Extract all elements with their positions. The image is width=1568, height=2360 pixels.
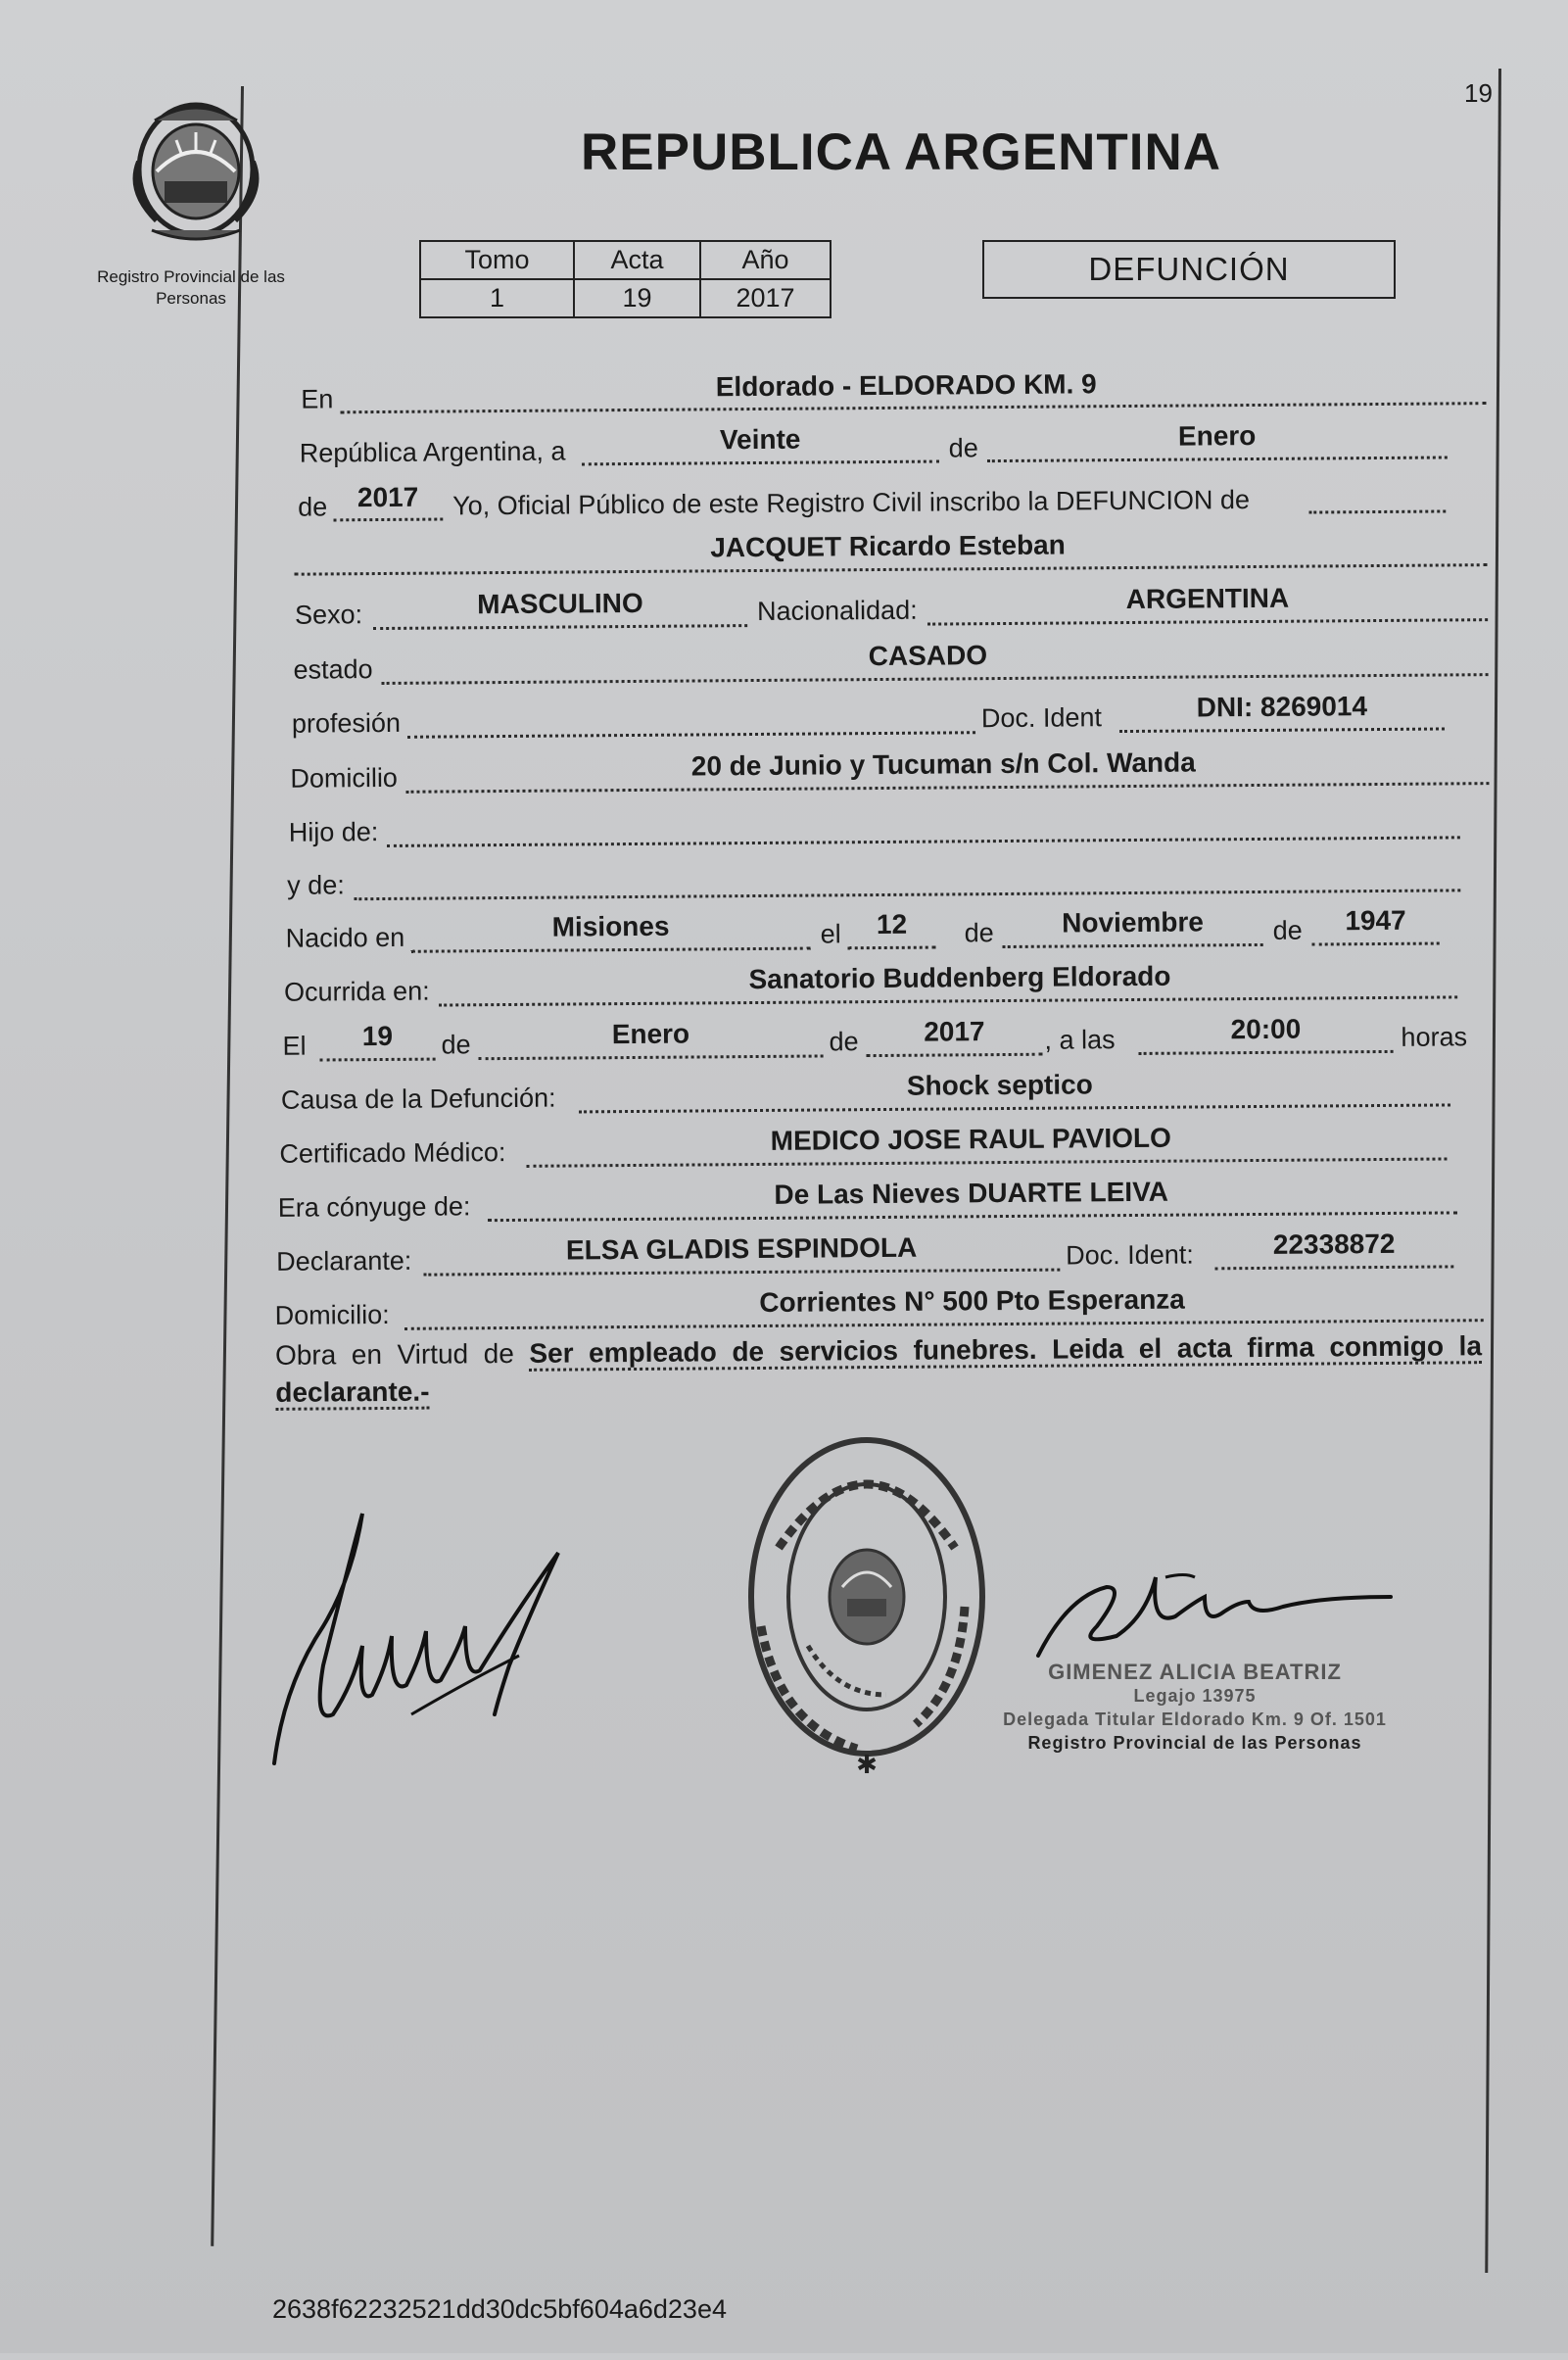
dotted-line xyxy=(479,1054,824,1060)
label-obra: Obra en Virtud de xyxy=(274,1337,514,1371)
value-domicilio: 20 de Junio y Tucuman s/n Col. Wanda xyxy=(690,747,1196,782)
value-sexo: MASCULINO xyxy=(477,587,643,620)
dotted-line xyxy=(867,1053,1043,1057)
official-title: Delegada Titular Eldorado Km. 9 Of. 1501 xyxy=(1003,1710,1387,1729)
value-fall-dia: 19 xyxy=(361,1020,394,1052)
value-dni: DNI: 8269014 xyxy=(1196,691,1368,723)
label-nacionalidad: Nacionalidad: xyxy=(756,595,918,626)
value-conyuge: De Las Nieves DUARTE LEIVA xyxy=(774,1176,1169,1210)
label-certificado: Certificado Médico: xyxy=(279,1137,506,1169)
dotted-line xyxy=(333,518,443,522)
dotted-line xyxy=(387,836,1460,847)
dotted-line xyxy=(1003,943,1263,948)
label-doc-ident: Doc. Ident xyxy=(980,702,1103,734)
value-causa: Shock septico xyxy=(906,1069,1093,1101)
value-nacido-en: Misiones xyxy=(551,910,670,942)
value-declarante: ELSA GLADIS ESPINDOLA xyxy=(565,1231,918,1266)
signature-declarante xyxy=(264,1509,578,1783)
value-estado: CASADO xyxy=(868,640,988,672)
label-decl-domicilio: Domicilio: xyxy=(274,1299,390,1330)
label-el: el xyxy=(820,919,841,949)
dotted-line xyxy=(423,1269,1060,1276)
svg-text:✱: ✱ xyxy=(856,1751,878,1780)
label-declarante: Declarante: xyxy=(276,1245,412,1276)
value-nac-anio: 1947 xyxy=(1345,904,1406,937)
dotted-line xyxy=(1214,1265,1453,1270)
dotted-line xyxy=(848,946,936,950)
label-de: de xyxy=(948,433,978,463)
dotted-line xyxy=(382,673,1489,685)
label-estado: estado xyxy=(293,654,373,685)
label-el: El xyxy=(282,1031,307,1061)
table-header-cell: Acta xyxy=(574,241,700,279)
dotted-line xyxy=(526,1157,1447,1167)
table-cell-tomo: 1 xyxy=(420,279,574,317)
dotted-line xyxy=(354,889,1460,900)
label-ocurrida-en: Ocurrida en: xyxy=(283,976,430,1007)
value-certificado: MEDICO JOSE RAUL PAVIOLO xyxy=(770,1122,1171,1156)
document-hash: 2638f62232521dd30dc5bf604a6d23e4 xyxy=(272,2294,727,2324)
dotted-line xyxy=(373,624,747,630)
label-de: de xyxy=(829,1027,859,1057)
value-nombre: JACQUET Ricardo Esteban xyxy=(710,529,1066,563)
value-obra: Ser empleado de servicios funebres. Leida el acta firma conmigo la declarante.- xyxy=(275,1330,1482,1411)
label-horas: horas xyxy=(1401,1022,1468,1052)
value-nac-dia: 12 xyxy=(876,908,908,940)
signature-oficial xyxy=(1028,1558,1401,1675)
label-de: de xyxy=(298,492,328,522)
dotted-line xyxy=(320,1058,436,1062)
table-header-cell: Tomo xyxy=(420,241,574,279)
official-legajo: Legajo 13975 xyxy=(1133,1686,1257,1706)
label-domicilio: Domicilio xyxy=(290,762,399,794)
dotted-line xyxy=(987,456,1448,462)
label-causa: Causa de la Defunción: xyxy=(280,1083,556,1115)
dotted-line xyxy=(340,402,1486,413)
record-type-box: DEFUNCIÓN xyxy=(982,240,1396,299)
dotted-line xyxy=(1312,942,1440,946)
label-hijo-de: Hijo de: xyxy=(288,817,379,847)
value-anio: 2017 xyxy=(356,481,419,513)
label-en: En xyxy=(301,384,334,414)
registry-name: Registro Provincial de las Personas xyxy=(97,267,285,308)
document-title: REPUBLICA ARGENTINA xyxy=(580,123,1222,181)
value-nacionalidad: ARGENTINA xyxy=(1125,582,1290,615)
dotted-line xyxy=(927,618,1488,625)
value-ocurrida-en: Sanatorio Buddenberg Eldorado xyxy=(748,960,1171,995)
value-profesion xyxy=(407,694,975,698)
value-nac-mes: Noviembre xyxy=(1062,906,1205,939)
dotted-line xyxy=(411,947,811,953)
label-de: de xyxy=(964,918,994,948)
official-name-stamp xyxy=(989,1661,1401,1755)
dotted-line xyxy=(407,731,975,739)
label-de: de xyxy=(1272,915,1303,945)
dotted-line xyxy=(1139,1050,1394,1055)
page-number: 19 xyxy=(1464,78,1493,108)
label-sexo: Sexo: xyxy=(294,600,363,630)
dotted-line xyxy=(439,995,1457,1006)
label-decl-doc: Doc. Ident: xyxy=(1066,1239,1194,1271)
dotted-line xyxy=(488,1211,1457,1222)
dotted-line xyxy=(295,563,1488,576)
value-dia: Veinte xyxy=(719,423,801,456)
dotted-line xyxy=(1119,727,1445,733)
label-conyuge: Era cónyuge de: xyxy=(277,1191,471,1223)
table-cell-acta: 19 xyxy=(574,279,700,317)
value-mes: Enero xyxy=(1177,419,1257,452)
registry-round-stamp xyxy=(739,1430,994,1783)
value-hijo-de xyxy=(387,798,1460,807)
label-a-las: , a las xyxy=(1044,1025,1116,1055)
label-nacido-en: Nacido en xyxy=(285,922,405,953)
obra-en-virtud xyxy=(275,1327,1483,1412)
official-registry: Registro Provincial de las Personas xyxy=(1027,1733,1362,1753)
table-header-cell: Año xyxy=(700,241,831,279)
label-y-de: y de: xyxy=(287,870,345,900)
label-republica: República Argentina, a xyxy=(299,436,566,468)
dotted-line xyxy=(582,460,939,466)
label-profesion: profesión xyxy=(291,707,402,739)
value-decl-domicilio: Corrientes N° 500 Pto Esperanza xyxy=(759,1283,1185,1318)
value-fall-anio: 2017 xyxy=(924,1016,985,1047)
value-y-de xyxy=(354,851,1460,860)
value-decl-doc: 22338872 xyxy=(1272,1228,1396,1260)
official-name: GIMENEZ ALICIA BEATRIZ xyxy=(1048,1660,1342,1684)
value-fall-mes: Enero xyxy=(611,1018,690,1050)
dotted-line xyxy=(579,1103,1450,1113)
inscribo-text: Yo, Oficial Público de este Registro Civil inscribo la DEFUNCION de xyxy=(452,485,1251,521)
value-hora: 20:00 xyxy=(1230,1013,1302,1045)
dotted-line xyxy=(405,782,1489,794)
dotted-line xyxy=(1308,509,1446,513)
label-de: de xyxy=(441,1030,471,1060)
value-lugar: Eldorado - ELDORADO KM. 9 xyxy=(715,368,1097,403)
table-cell-ano: 2017 xyxy=(700,279,831,317)
